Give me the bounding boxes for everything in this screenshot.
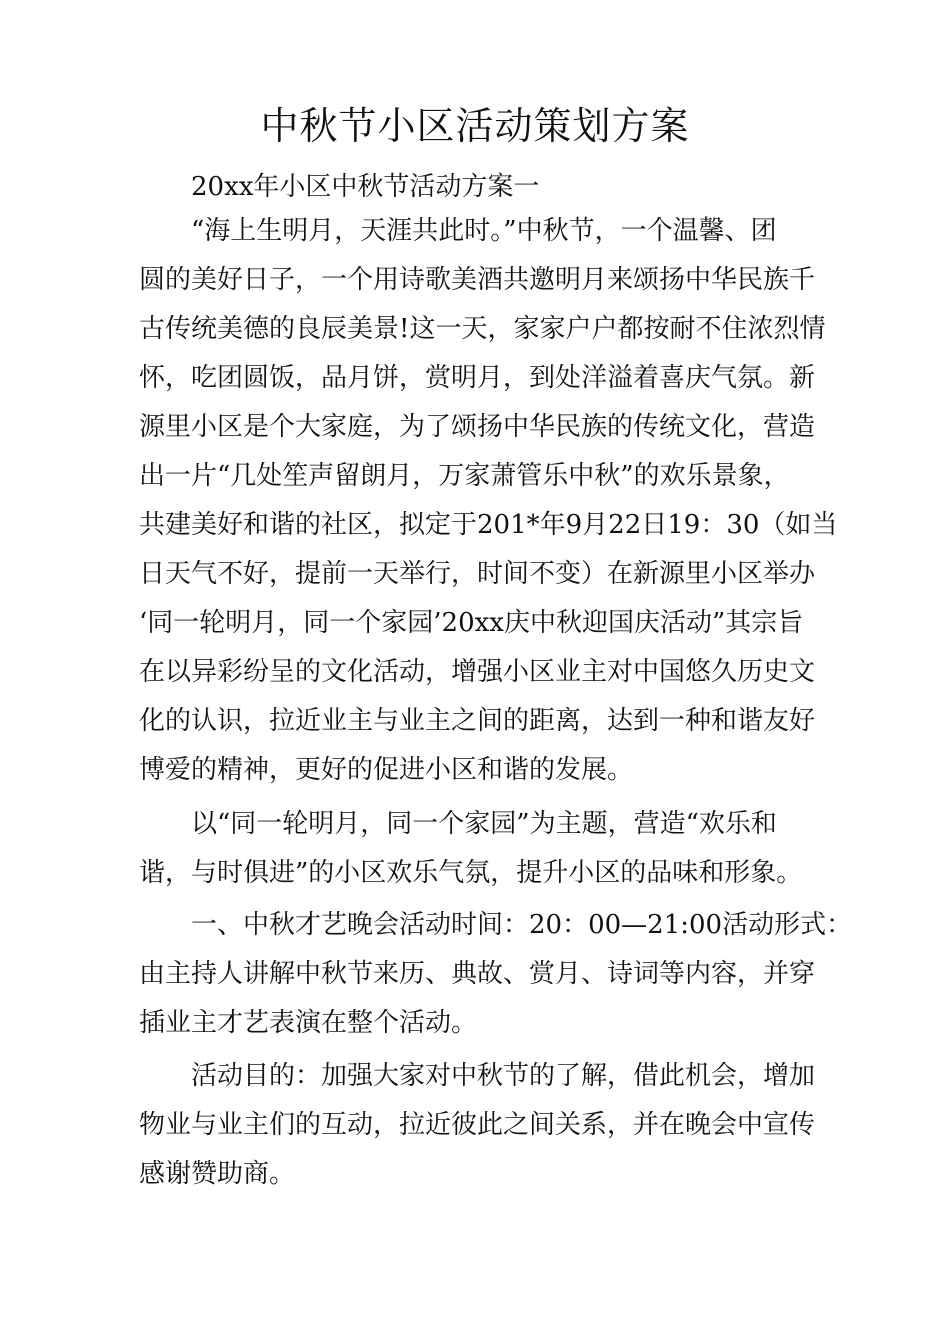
paragraph-line: 由主持人讲解中秋节来历、典故、赏月、诗词等内容，并穿 bbox=[139, 959, 816, 989]
paragraph-line: 以“同一轮明月，同一个家园”为主题，营造“欢乐和 bbox=[191, 809, 777, 839]
paragraph-4 bbox=[139, 1052, 829, 1199]
paragraph-line: 日天气不好，提前一天举行，时间不变）在新源里小区举办 bbox=[139, 559, 816, 589]
paragraph-line: 谐，与时俱进”的小区欢乐气氛，提升小区的品味和形象。 bbox=[139, 858, 803, 888]
document-title: 中秋节小区活动策划方案 bbox=[260, 104, 690, 148]
paragraph-3 bbox=[139, 901, 853, 1048]
paragraph-line: 一、中秋才艺晚会活动时间：20：00—21:00活动形式： bbox=[191, 910, 853, 940]
paragraph-line: 化的认识，拉近业主与业主之间的距离，达到一种和谐友好 bbox=[139, 706, 816, 736]
paragraph-line: 活动目的：加强大家对中秋节的了解，借此机会，增加 bbox=[191, 1061, 816, 1091]
paragraph-line: 在以异彩纷呈的文化活动，增强小区业主对中国悠久历史文 bbox=[139, 657, 816, 687]
paragraph-line: 圆的美好日子，一个用诗歌美酒共邀明月来颂扬中华民族千 bbox=[139, 265, 816, 295]
paragraph-line: 物业与业主们的互动，拉近彼此之间关系，并在晚会中宣传 bbox=[139, 1110, 816, 1140]
paragraph-2 bbox=[139, 800, 829, 898]
document-subtitle: 20xx年小区中秋节活动方案一 bbox=[191, 172, 540, 202]
paragraph-line: 源里小区是个大家庭，为了颂扬中华民族的传统文化，营造 bbox=[139, 412, 816, 442]
paragraph-line: “海上生明月，天涯共此时。”中秋节，一个温馨、团 bbox=[191, 216, 777, 246]
paragraph-line: 出一片“几处笙声留朗月，万家萧管乐中秋”的欢乐景象， bbox=[139, 461, 790, 491]
paragraph-line: 怀，吃团圆饭，品月饼，赏明月，到处洋溢着喜庆气氛。新 bbox=[139, 363, 816, 393]
paragraph-line: ‘同一轮明月，同一个家园’20xx庆中秋迎国庆活动”其宗旨 bbox=[139, 608, 804, 638]
paragraph-line: 插业主才艺表演在整个活动。 bbox=[139, 1008, 478, 1038]
paragraph-line: 古传统美德的良辰美景!这一天，家家户户都按耐不住浓烈情 bbox=[139, 314, 826, 344]
paragraph-line: 感谢赞助商。 bbox=[139, 1159, 296, 1189]
subtitle-block bbox=[139, 163, 829, 212]
paragraph-1 bbox=[139, 207, 838, 795]
paragraph-line: 博爱的精神，更好的促进小区和谐的发展。 bbox=[139, 755, 634, 785]
paragraph-line: 共建美好和谐的社区，拟定于201*年9月22日19：30（如当 bbox=[139, 510, 838, 540]
